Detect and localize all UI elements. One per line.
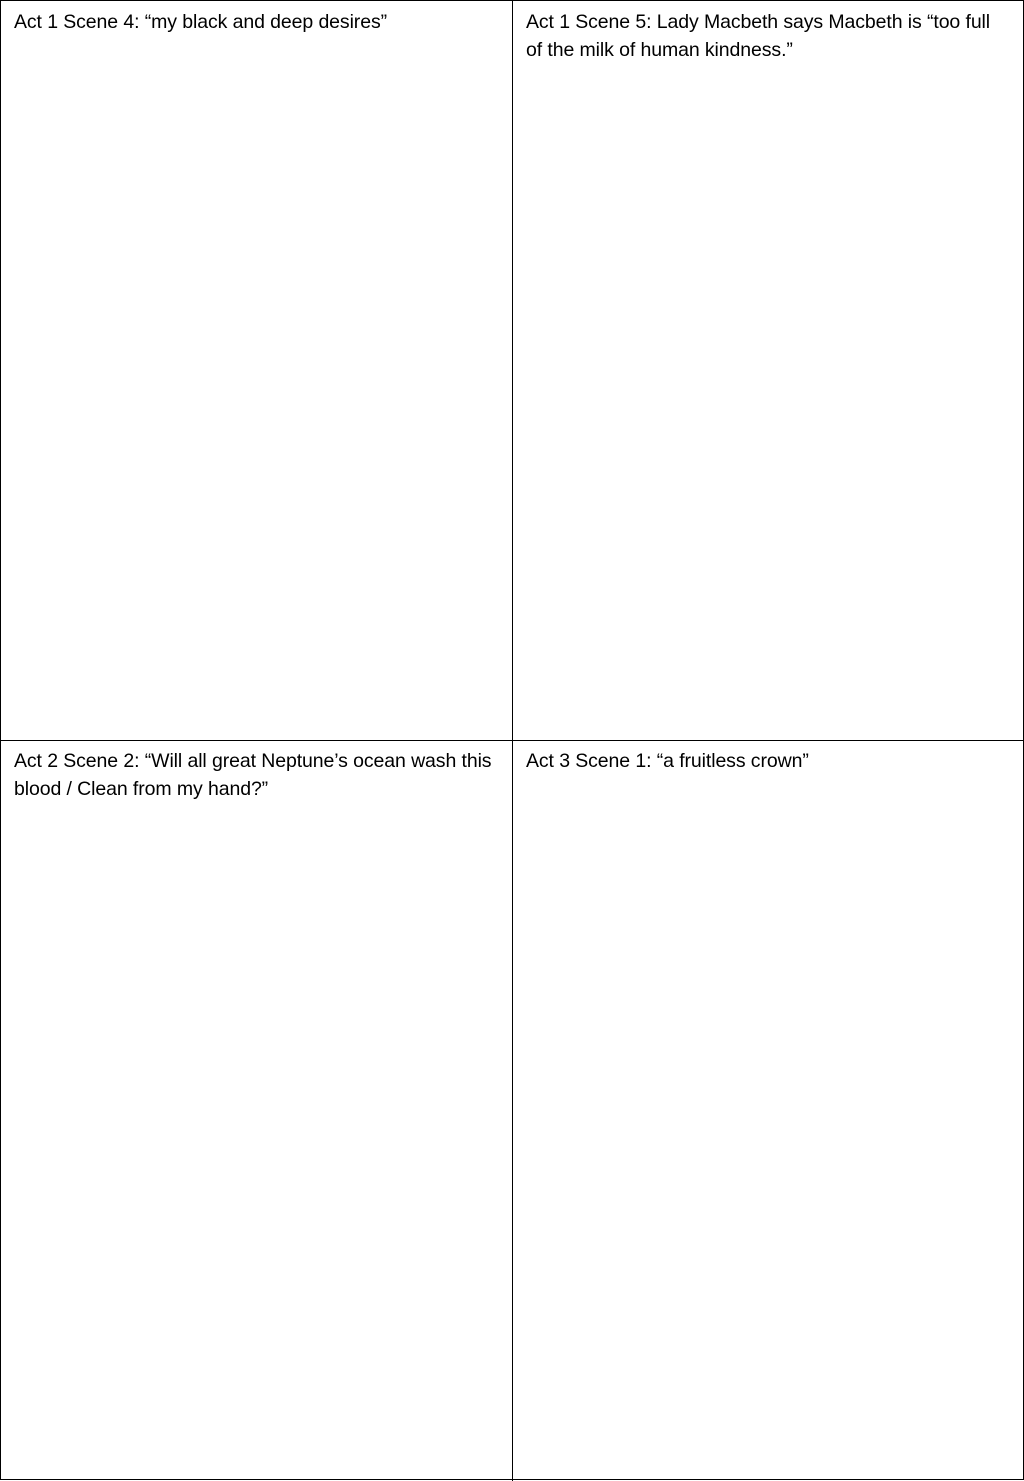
- cell-act1-scene5[interactable]: [513, 1, 1024, 740]
- cell-act3-scene1[interactable]: [513, 740, 1024, 1480]
- cell-act2-scene2[interactable]: [1, 740, 513, 1480]
- cell-act1-scene4[interactable]: [1, 1, 513, 740]
- cell-prompt-text: Act 2 Scene 2: “Will all great Neptune’s ocean wash this blood / Clean from my hand?”: [14, 750, 492, 800]
- cell-prompt-text: Act 3 Scene 1: “a fruitless crown”: [526, 750, 809, 772]
- cell-prompt-text: Act 1 Scene 4: “my black and deep desires”: [14, 11, 387, 33]
- cell-prompt-text: Act 1 Scene 5: Lady Macbeth says Macbeth is “too full of the milk of human kindness.”: [526, 11, 991, 61]
